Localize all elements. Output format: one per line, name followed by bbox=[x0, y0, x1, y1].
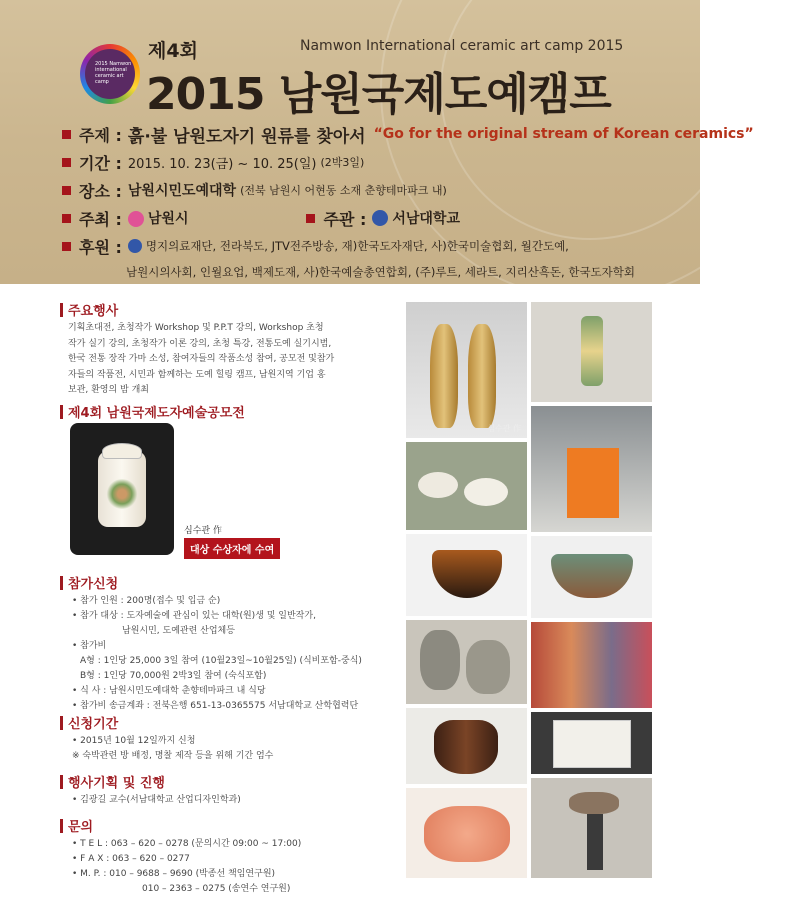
section-title: 행사기획 및 진행 bbox=[68, 776, 165, 791]
bullet-square-icon bbox=[62, 242, 71, 251]
glazed-bowl-photo bbox=[531, 536, 652, 618]
stone-jars-photo bbox=[406, 620, 527, 704]
section-title: 주요행사 bbox=[68, 304, 119, 319]
section-bar-icon bbox=[60, 405, 63, 419]
lantern-photo bbox=[531, 302, 652, 402]
camp-logo bbox=[80, 44, 140, 104]
list-item: • M. P. : 010 – 9688 – 9690 (박종선 책임연구원) bbox=[72, 869, 276, 879]
bullet-square-icon bbox=[306, 214, 315, 223]
list-item: • F A X : 063 – 620 – 0277 bbox=[72, 854, 190, 864]
bullet-square-icon bbox=[62, 130, 71, 139]
vase-pair-photo bbox=[406, 302, 527, 438]
section-bar-icon bbox=[60, 303, 63, 317]
text-line: 기획초대전, 초청작가 Workshop 및 P.P.T 강의, Workshop 초청 bbox=[68, 323, 324, 333]
namwon-city-icon bbox=[128, 211, 144, 227]
bullet-square-icon bbox=[62, 158, 71, 167]
row-label: 장소 : bbox=[79, 181, 122, 201]
section-title: 제4회 남원국제도자예술공모전 bbox=[68, 406, 245, 421]
host-value: 남원시 bbox=[147, 211, 189, 227]
coral-sculpture-photo bbox=[406, 788, 527, 878]
lotus-pods-photo bbox=[406, 442, 527, 530]
list-item: A형 : 1인당 25,000 3일 참여 (10월23일~10월25일) (식비포함-중식) bbox=[80, 656, 362, 666]
seonam-university-icon bbox=[372, 210, 388, 226]
figures-installation-photo bbox=[531, 622, 652, 708]
rock-sculpture-photo bbox=[531, 778, 652, 878]
list-item: • 참가 인원 : 200명(접수 및 입금 순) bbox=[72, 596, 221, 606]
text-line: 작가 실기 강의, 초청작가 이론 강의, 초청 특강, 전통도예 실기시범, bbox=[68, 338, 332, 349]
theme-english: “Go for the original stream of Korean ceramics” bbox=[373, 126, 754, 142]
theme-row bbox=[62, 120, 754, 148]
apply-section bbox=[60, 573, 400, 714]
prize-jar-photo bbox=[70, 423, 174, 555]
contact-section bbox=[60, 816, 400, 897]
english-title: Namwon International ceramic art camp 2015 bbox=[300, 38, 624, 54]
list-item: • 2015년 10월 12일까지 신청 bbox=[72, 736, 196, 746]
sponsor-value: 명지의료재단, 전라북도, JTV전주방송, 재)한국도자재단, 사)한국미술협회, 월간도예, bbox=[145, 239, 569, 253]
contest-section bbox=[60, 402, 400, 421]
text-line: 한국 전통 장작 가마 소성, 참여자들의 작품소성 참여, 공모전 및참가 bbox=[68, 354, 335, 364]
period-row bbox=[62, 148, 682, 176]
info-rows bbox=[62, 120, 754, 284]
row-label: 주제 : bbox=[79, 125, 122, 145]
header-banner bbox=[0, 0, 754, 284]
section-title: 문의 bbox=[68, 820, 94, 835]
period-section bbox=[60, 713, 400, 764]
section-bar-icon bbox=[60, 716, 63, 730]
period-value: 2015. 10. 23(금) ~ 10. 25(일) bbox=[127, 156, 317, 172]
row-label: 후원 : bbox=[79, 237, 122, 257]
edition-label: 제4회 bbox=[148, 40, 198, 62]
section-bar-icon bbox=[60, 775, 63, 789]
bullet-square-icon bbox=[62, 214, 71, 223]
award-badge: 대상 수상자에 수여 bbox=[184, 538, 280, 559]
venue-row bbox=[62, 176, 682, 204]
prize-caption: 심수관 作 bbox=[184, 526, 222, 536]
host-row bbox=[62, 204, 682, 232]
list-item: 010 – 2363 – 0275 (송연수 연구원) bbox=[142, 884, 291, 894]
main-events-text bbox=[60, 321, 400, 399]
tea-bowl-photo bbox=[406, 534, 527, 616]
row-label: 기간 : bbox=[79, 153, 122, 173]
list-item: • 참가비 bbox=[72, 641, 107, 651]
main-events-section bbox=[60, 300, 400, 399]
section-title: 참가신청 bbox=[68, 577, 119, 592]
venue-value: 남원시민도예대학 bbox=[127, 183, 237, 199]
bullet-square-icon bbox=[62, 186, 71, 195]
sponsor-row bbox=[62, 232, 682, 260]
planning-section bbox=[60, 772, 400, 808]
list-item: • 김광길 교수(서남대학교 산업디자인학과) bbox=[72, 795, 241, 805]
brown-jar-photo bbox=[406, 708, 527, 784]
logo-text: 2015 Namwon international ceramic art camp bbox=[85, 49, 135, 99]
list-item: 남원시민, 도예관련 산업체등 bbox=[122, 626, 235, 636]
list-item: • 참가 대상 : 도자예술에 관심이 있는 대학(원)생 및 일반작가, bbox=[72, 611, 316, 621]
orange-sculpture-photo bbox=[531, 406, 652, 532]
list-item: • 식 사 : 남원시민도예대학 춘향테마파크 내 식당 bbox=[72, 686, 266, 696]
section-bar-icon bbox=[60, 819, 63, 833]
row-label: 주관 : bbox=[323, 209, 367, 229]
list-item: • 참가비 송금계좌 : 전북은행 651-13-0365575 서남대학교 산학협력단 bbox=[72, 701, 359, 711]
organizer-value: 서남대학교 bbox=[392, 211, 460, 227]
text-line: 보관, 환영의 밤 개최 bbox=[68, 385, 149, 395]
photo-caption: 심수관 作 bbox=[487, 424, 521, 433]
list-item: B형 : 1인당 70,000원 2박3일 참여 (숙식포함) bbox=[80, 671, 267, 681]
list-item: ※ 숙박관련 방 배정, 명찰 제작 등을 위해 기간 엄수 bbox=[72, 751, 274, 761]
venue-extra: (전북 남원시 어현동 소재 춘향테마파크 내) bbox=[240, 184, 447, 197]
sponsor-continued: 남원시의사회, 인월요업, 백제도재, 사)한국예술총연합회, (주)루트, 세라트, 지리산흑돈, 한국도자학회 bbox=[126, 265, 635, 279]
section-title: 신청기간 bbox=[68, 717, 119, 732]
myongji-foundation-icon bbox=[128, 239, 142, 253]
row-label: 주최 : bbox=[79, 209, 122, 229]
theme-handwriting: 흙·불 남원도자기 원류를 찾아서 bbox=[127, 126, 366, 147]
text-line: 자들의 작품전, 시민과 함께하는 도예 힐링 캠프, 남원지역 기업 홍 bbox=[68, 369, 326, 380]
period-extra: (2박3일) bbox=[320, 156, 365, 169]
blue-tile-photo bbox=[531, 712, 652, 774]
section-bar-icon bbox=[60, 576, 63, 590]
page-title: 2015 남원국제도예캠프 bbox=[146, 69, 611, 120]
list-item: • T E L : 063 – 620 – 0278 (문의시간 09:00 ~ 17:00) bbox=[72, 839, 302, 849]
